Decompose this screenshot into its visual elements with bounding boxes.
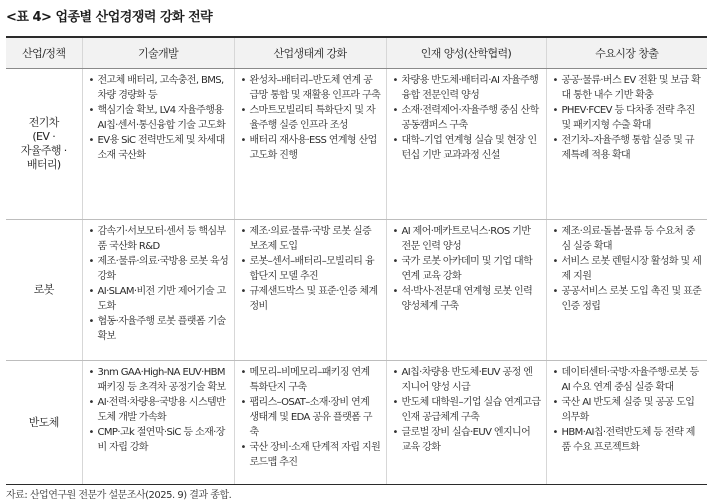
- sector-cell: [6, 69, 82, 220]
- list-item: • 규제샌드박스 및 표준·인증 체계 정비: [241, 284, 381, 314]
- list-item: • PHEV·FCEV 등 다차종 전략 추진 및 패키지형 수출 확대: [553, 103, 703, 133]
- list-item: • 대학–기업 연계형 실습 및 현장 인턴십 기반 교과과정 신설: [393, 133, 541, 163]
- ecosystem-cell: [234, 69, 386, 220]
- demand-cell: [546, 69, 707, 220]
- source-note: 자료: 산업연구원 전문가 설문조사(2025. 9) 결과 종합.: [6, 490, 232, 501]
- ecosystem-cell: [234, 361, 386, 485]
- list-item: • 국가 로봇 아카데미 및 기업 대학 연계 교육 강화: [393, 254, 541, 284]
- list-item: • AI 제어·메카트로닉스·ROS 기반 전문 인력 양성: [393, 224, 541, 254]
- list-item: • 감속기·서보모터·센서 등 핵심부품 국산화 R&D: [89, 224, 229, 254]
- list-item: • AI·전력·차량용·국방용 시스템반도체 개발 가속화: [89, 395, 229, 425]
- tech-dev-cell: [82, 69, 234, 220]
- list-item: • 석·박사·전문대 연계형 로봇 인력 양성체계 구축: [393, 284, 541, 314]
- list-item: • 스마트모빌리티 특화단지 및 자율주행 실증 인프라 조성: [241, 103, 381, 133]
- list-item: • 완성차–배터리–반도체 연계 공급망 통합 및 재활용 인프라 구축: [241, 73, 381, 103]
- demand-cell: [546, 361, 707, 485]
- tech-dev-cell: [82, 361, 234, 485]
- list-item: • 제조·의료·물류·국방 로봇 실증 보조제 도입: [241, 224, 381, 254]
- tech-dev-cell: [82, 220, 234, 361]
- list-item: • 공공서비스 로봇 도입 촉진 및 표준 인증 정립: [553, 284, 703, 314]
- table-row: [6, 361, 707, 485]
- demand-cell: [546, 220, 707, 361]
- table-row: [6, 69, 707, 220]
- list-item: • 국산 AI 반도체 실증 및 공공 도입 의무화: [553, 395, 703, 425]
- header-ecosystem: 산업생태계 강화: [234, 37, 386, 69]
- list-item: • 배터리 재사용·ESS 연계형 산업 고도화 진행: [241, 133, 381, 163]
- list-item: • HBM·AI칩·전력반도체 등 전략 제품 수요 프로젝트화: [553, 425, 703, 455]
- sector-cell: [6, 361, 82, 485]
- list-item: • AI칩·차량용 반도체·EUV 공정 엔지니어 양성 시급: [393, 365, 541, 395]
- list-item: • 제조·의료·돌봄·물류 등 수요처 중심 실증 확대: [553, 224, 703, 254]
- list-item: • 차량용 반도체·배터리·AI 자율주행 융합 전문인력 양성: [393, 73, 541, 103]
- list-item: • 데이터센터·국방·자율주행·로봇 등 AI 수요 연계 중심 실증 확대: [553, 365, 703, 395]
- list-item: • 협동·자율주행 로봇 플랫폼 기술 확보: [89, 314, 229, 344]
- sector-label: 반도체: [28, 415, 59, 429]
- sector-label: 전기차 (EV · 자율주행 · 배터리): [20, 116, 67, 171]
- table-row: [6, 220, 707, 361]
- talent-cell: [386, 220, 546, 361]
- header-talent: 인재 양성(산학협력): [386, 37, 546, 69]
- ecosystem-cell: [234, 220, 386, 361]
- list-item: • 메모리–비메모리–패키징 연계 특화단지 구축: [241, 365, 381, 395]
- header-sector: 산업/정책: [6, 37, 82, 69]
- header-tech-dev: 기술개발: [82, 37, 234, 69]
- list-item: • 전기차–자율주행 통합 실증 및 규제특례 적용 확대: [553, 133, 703, 163]
- list-item: • 전고체 배터리, 고속충전, BMS, 차량 경량화 등: [89, 73, 229, 103]
- list-item: • 핵심기술 확보, LV4 자율주행용 AI칩·센서·통신융합 기술 고도화: [89, 103, 229, 133]
- list-item: • 팹리스–OSAT–소재·장비 연계 생태계 및 EDA 공유 플랫폼 구축: [241, 395, 381, 440]
- list-item: • 반도체 대학원–기업 실습 연계고급 인재 공급체계 구축: [393, 395, 541, 425]
- talent-cell: [386, 69, 546, 220]
- list-item: • 제조·물류·의료·국방용 로봇 육성 강화: [89, 254, 229, 284]
- list-item: • 국산 장비·소재 단계적 자립 지원 로드맵 추진: [241, 440, 381, 470]
- list-item: • 3nm GAA·High-NA EUV·HBM 패키징 등 초격차 공정기술 확보: [89, 365, 229, 395]
- list-item: • 공공·물류·버스 EV 전환 및 보급 확대 통한 내수 기반 확충: [553, 73, 703, 103]
- list-item: • 소재·전력제어·자율주행 중심 산학 공동캠퍼스 구축: [393, 103, 541, 133]
- sector-cell: [6, 220, 82, 361]
- list-item: • AI·SLAM·비전 기반 제어기술 고도화: [89, 284, 229, 314]
- header-demand: 수요시장 창출: [546, 37, 707, 69]
- table-header-row: [6, 37, 707, 69]
- table-title: <표 4> 업종별 산업경쟁력 강화 전략: [6, 10, 213, 25]
- strategy-table: [6, 36, 707, 485]
- list-item: • EV용 SiC 전력반도체 및 차세대 소재 국산화: [89, 133, 229, 163]
- list-item: • 서비스 로봇 렌털시장 활성화 및 세제 지원: [553, 254, 703, 284]
- list-item: • CMP·고k 절연막·SiC 등 소재·장비 자립 강화: [89, 425, 229, 455]
- list-item: • 글로벌 장비 실습·EUV 엔지니어 교육 강화: [393, 425, 541, 455]
- list-item: • 로봇–센서–배터리–모빌리티 융합단지 모델 추진: [241, 254, 381, 284]
- talent-cell: [386, 361, 546, 485]
- sector-label: 로봇: [33, 283, 54, 296]
